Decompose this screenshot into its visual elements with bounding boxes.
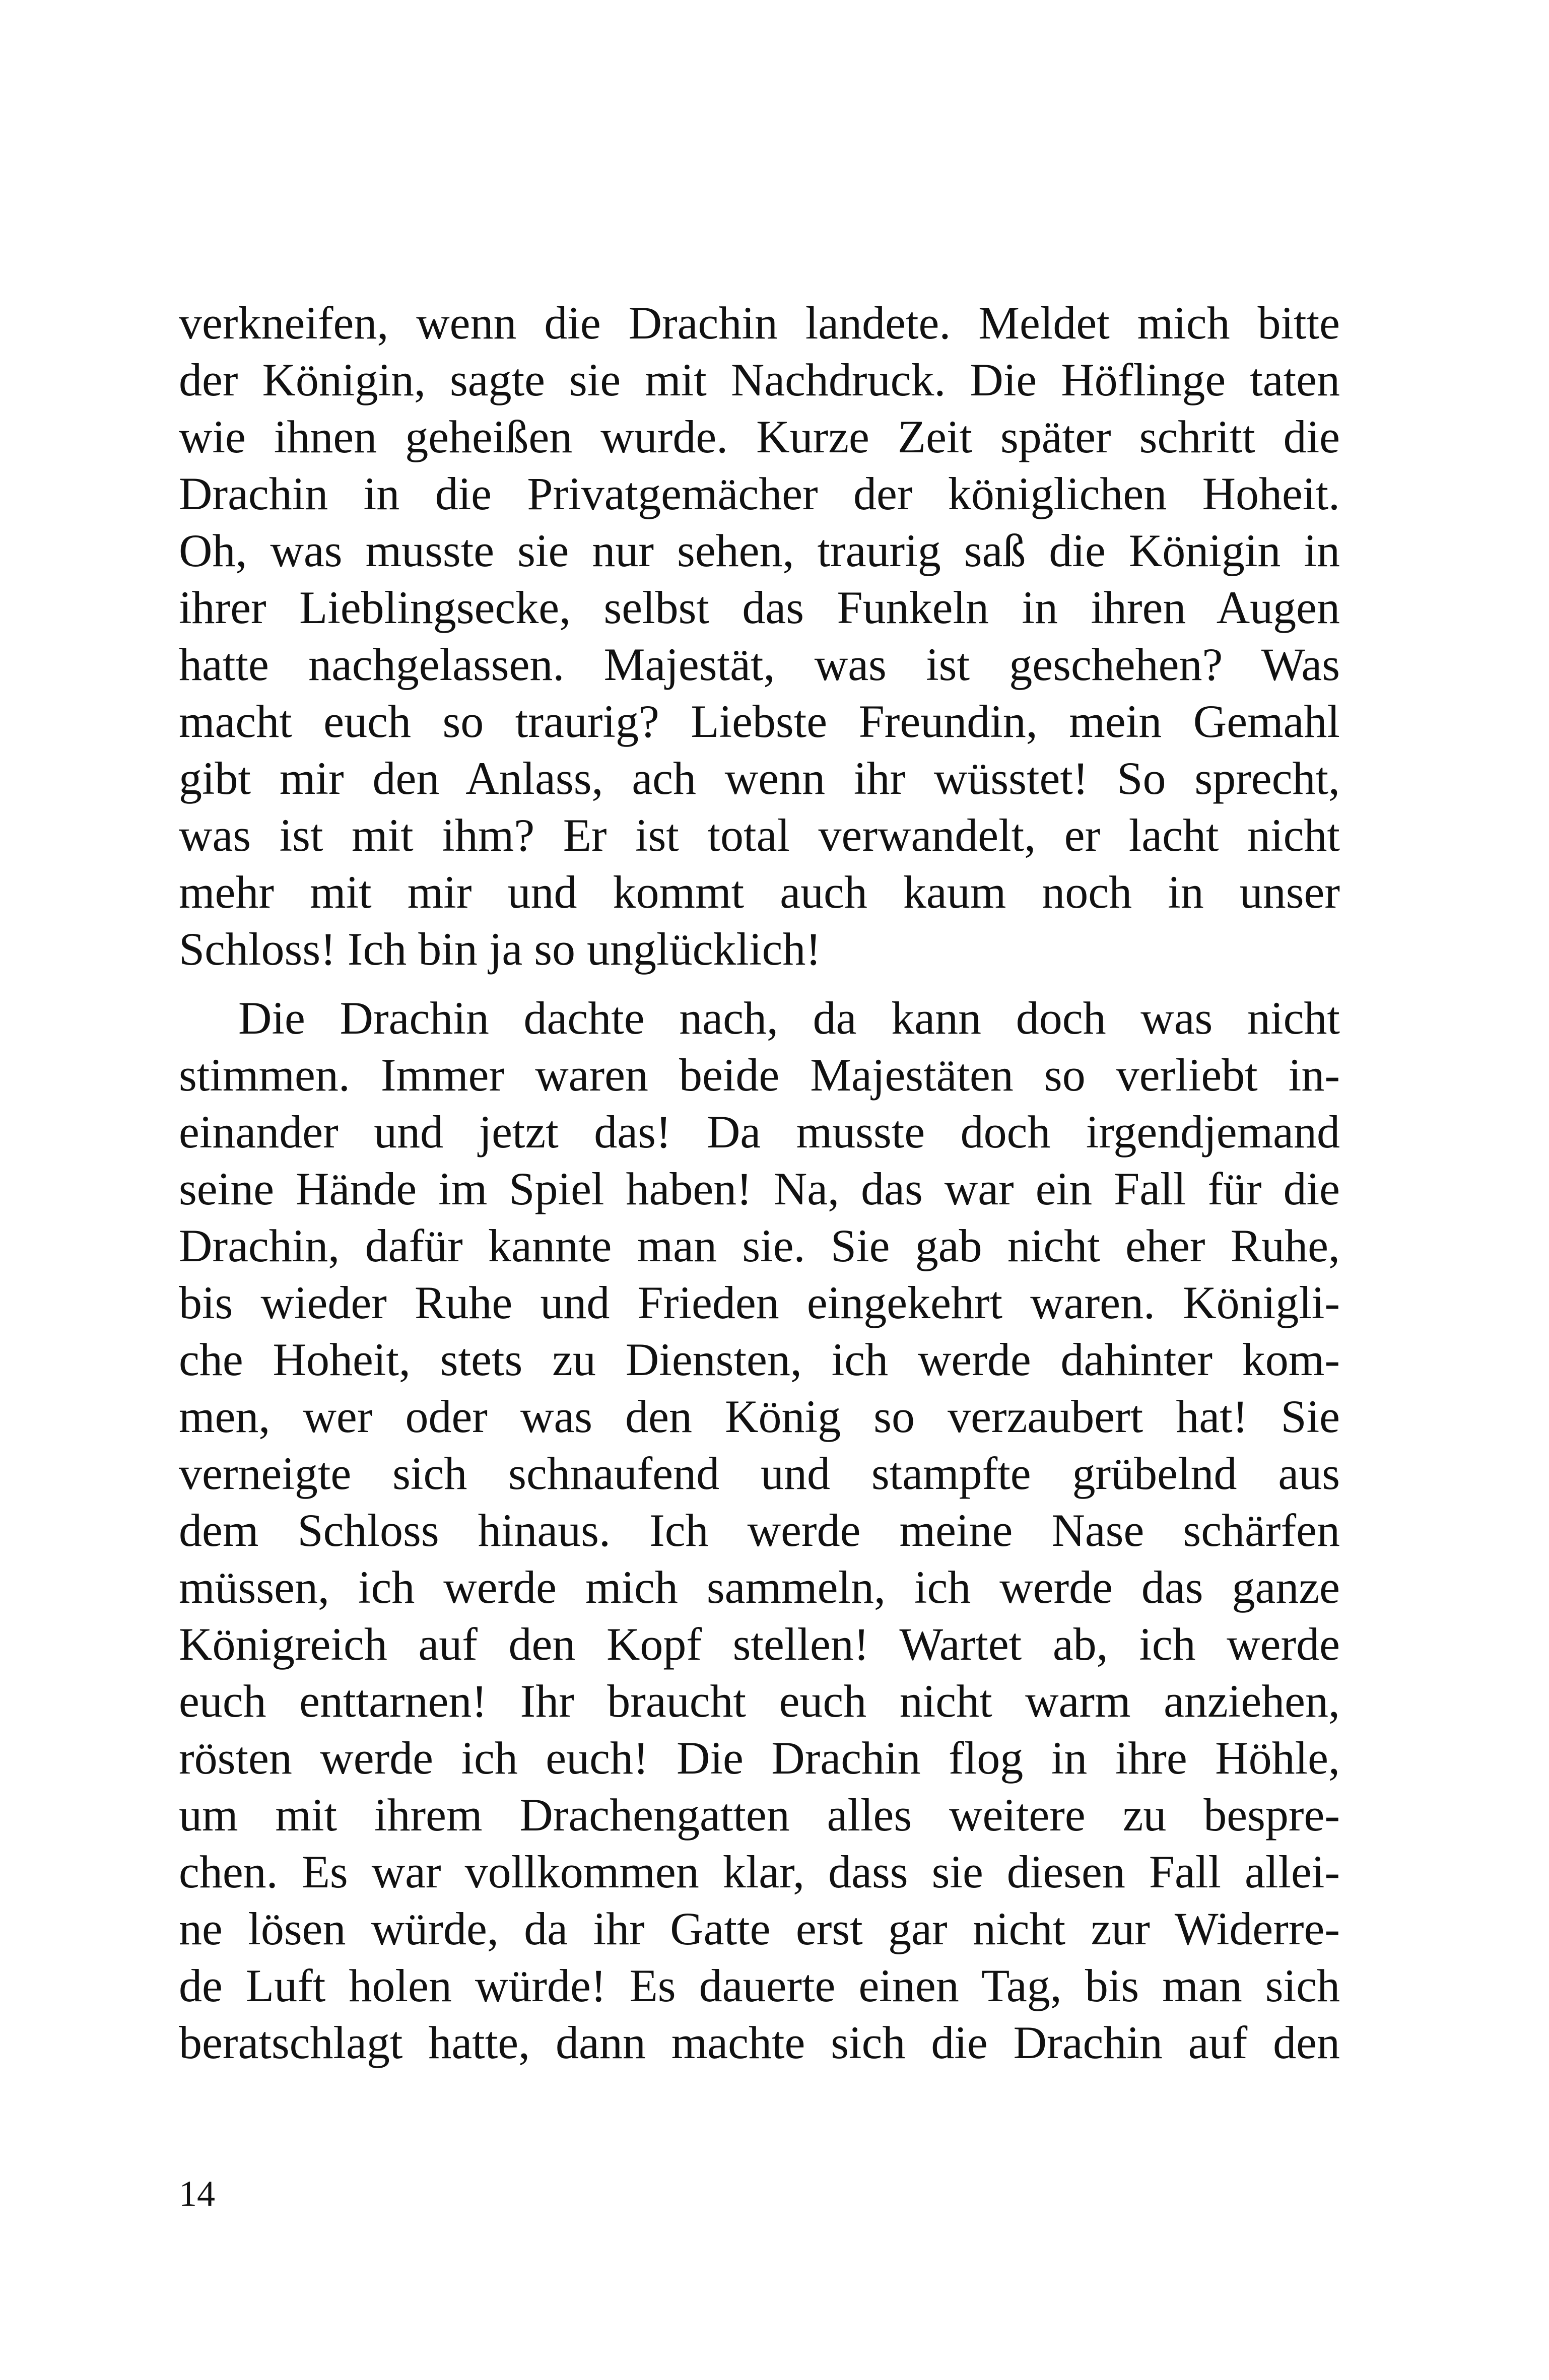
text-line: mehr mit mir und kommt auch kaum noch in unser xyxy=(179,866,1340,918)
text-line: de Luft holen würde! Es dauerte einen Tag, bis man sich xyxy=(179,1960,1340,2011)
text-line: ihrer Lieblingsecke, selbst das Funkeln in ihren Augen xyxy=(179,582,1340,633)
text-line: beratschlagt hatte, dann machte sich die Drachin auf den xyxy=(179,2017,1340,2068)
text-line: ne lösen würde, da ihr Gatte erst gar nicht zur Widerre- xyxy=(179,1903,1340,1954)
text-line: dem Schloss hinaus. Ich werde meine Nase schärfen xyxy=(179,1505,1340,1556)
text-line: rösten werde ich euch! Die Drachin flog in ihre Höhle, xyxy=(179,1732,1340,1784)
text-line: müssen, ich werde mich sammeln, ich werde das ganze xyxy=(179,1561,1340,1613)
text-line: der Königin, sagte sie mit Nachdruck. Die Höflinge taten xyxy=(179,354,1340,405)
text-line: hatte nachgelassen. Majestät, was ist geschehen? Was xyxy=(179,639,1340,690)
text-line: um mit ihrem Drachengatten alles weitere zu bespre- xyxy=(179,1789,1340,1841)
text-line: Die Drachin dachte nach, da kann doch was nicht xyxy=(238,992,1340,1044)
text-line: euch enttarnen! Ihr braucht euch nicht warm anziehen, xyxy=(179,1675,1340,1727)
text-line: seine Hände im Spiel haben! Na, das war ein Fall für die xyxy=(179,1163,1340,1214)
body-text xyxy=(179,295,1340,2071)
text-line: gibt mir den Anlass, ach wenn ihr wüsstet! So sprecht, xyxy=(179,753,1340,804)
text-line: Drachin, dafür kannte man sie. Sie gab nicht eher Ruhe, xyxy=(179,1220,1340,1271)
text-line: che Hoheit, stets zu Diensten, ich werde dahinter kom- xyxy=(179,1334,1340,1385)
text-line: verkneifen, wenn die Drachin landete. Meldet mich bitte xyxy=(179,297,1340,349)
text-line: einander und jetzt das! Da musste doch irgendjemand xyxy=(179,1106,1340,1158)
text-line: macht euch so traurig? Liebste Freundin, mein Gemahl xyxy=(179,696,1340,747)
text-line: Oh, was musste sie nur sehen, traurig saß die Königin in xyxy=(179,525,1340,576)
text-line: Schloss! Ich bin ja so unglücklich! xyxy=(179,923,822,975)
text-line: stimmen. Immer waren beide Majestäten so verliebt in- xyxy=(179,1049,1340,1101)
text-line: chen. Es war vollkommen klar, dass sie diesen Fall allei- xyxy=(179,1846,1340,1897)
text-line: wie ihnen geheißen wurde. Kurze Zeit später schritt die xyxy=(179,411,1340,462)
paragraph-2 xyxy=(179,990,1340,2071)
text-line: men, wer oder was den König so verzaubert hat! Sie xyxy=(179,1391,1340,1442)
text-line: bis wieder Ruhe und Frieden eingekehrt waren. Königli- xyxy=(179,1277,1340,1328)
text-line: verneigte sich schnaufend und stampfte grübelnd aus xyxy=(179,1448,1340,1499)
text-line: Königreich auf den Kopf stellen! Wartet ab, ich werde xyxy=(179,1618,1340,1670)
paragraph-1 xyxy=(179,295,1340,978)
page-number: 14 xyxy=(179,2173,215,2214)
text-line: Drachin in die Privatgemächer der königlichen Hoheit. xyxy=(179,468,1340,519)
text-line: was ist mit ihm? Er ist total verwandelt, er lacht nicht xyxy=(179,809,1340,861)
paragraph-gap xyxy=(179,978,1340,990)
